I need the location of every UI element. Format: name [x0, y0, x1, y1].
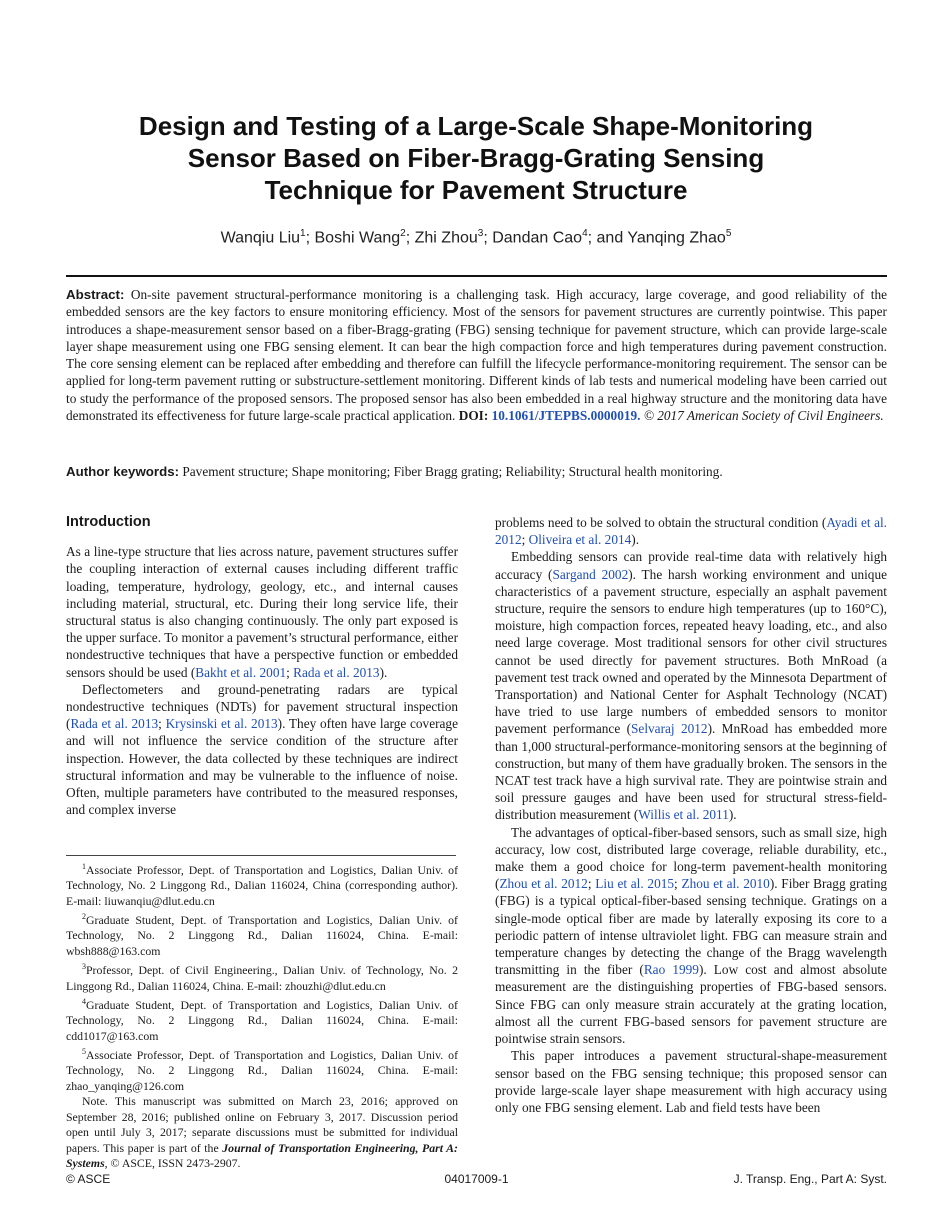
- body-text: ;: [286, 664, 294, 680]
- title-line: Sensor Based on Fiber-Bragg-Grating Sensing: [187, 143, 765, 173]
- body-paragraph: [495, 1047, 887, 1116]
- keywords-label: Author keywords:: [66, 464, 180, 479]
- citation-link[interactable]: Rada et al. 2013: [70, 716, 159, 732]
- citation-link[interactable]: Zhou et al. 2010: [681, 876, 770, 892]
- abstract: [66, 286, 887, 424]
- body-text: Embedding sensors can provide real-time data with relatively high accuracy (: [495, 549, 887, 582]
- body-paragraph: [495, 514, 887, 548]
- abstract-text: On-site pavement structural-performance monitoring is a challenging task. High accuracy, large coverage, and good reliability of the embedded sensors are the key factors to ensure monitoring efficiency. Most of the sensors for pavement structures are currently pointwise. This paper introduces a shape-measurement sensor based on a fiber-Bragg-grating (FBG) sensing technique for pavement structure, which can provide large-scale layer shape measurement using one FBG sensing element. It can bear the high compaction force and high temperatures during pavement construction. The core sensing element can be replaced after embedding and therefore can fulfill the lifecycle performance-monitoring requirement. The sensor can be applied for long-term pavement rutting or substructure-settlement monitoring. Different kinds of lab tests and numerical modeling have been carried out to study the performance of the proposed sensors. The proposed sensor has also been embedded in a real highway structure and the monitoring data have demonstrated its effectiveness for future large-scale practical application.: [66, 287, 888, 424]
- author-keywords: [66, 463, 887, 480]
- author-name: Yanqing Zhao: [627, 229, 726, 247]
- body-text: ). MnRoad has embedded more than 1,000 structural-performance-monitoring sensors at the beginning of construction, but many of them have gradually broken. The sensors in the NCAT test track have a high survival rate. They are pointwise strain and soil pressure gauges and have been used for structural stress-field-distribution measurement (: [495, 721, 887, 823]
- note-text: Note. This manuscript was submitted on March 23, 2016; approved on September 28, 2016; published online on February 3, 2017. Discussion period open until July 3, 2017; separate discussions must be submitted for individual papers. This paper is part of the: [66, 1094, 458, 1155]
- page-number: 04017009-1: [444, 1172, 509, 1186]
- doi-label: DOI:: [458, 408, 489, 424]
- footnote: [66, 909, 458, 959]
- body-paragraph: [495, 824, 887, 1048]
- footnote-text: Associate Professor, Dept. of Transportation and Logistics, Dalian Univ. of Technology, No. 2 Linggong Rd., Dalian 116024, China. E-mail: zhao_yanqing@126.com: [66, 1048, 458, 1093]
- footnote-text: Graduate Student, Dept. of Transportation and Logistics, Dalian Univ. of Technology, No. 2 Linggong Rd., Dalian 116024, China. E-mail: cdd1017@163.com: [66, 997, 458, 1043]
- author-name: Zhi Zhou: [414, 229, 478, 247]
- body-text: ;: [521, 532, 529, 548]
- citation-link[interactable]: Zhou et al. 2012: [499, 876, 588, 892]
- citation-link[interactable]: Liu et al. 2015: [595, 876, 675, 892]
- body-text: ;: [587, 876, 596, 892]
- footnote-rule: [66, 855, 456, 856]
- header-rule: [66, 275, 887, 277]
- footnote-mark: 4: [82, 997, 86, 1007]
- submission-note: [66, 1094, 458, 1171]
- footnotes: [66, 859, 458, 1171]
- citation-link[interactable]: Krysinski et al. 2013: [165, 716, 278, 732]
- abstract-label: Abstract:: [66, 287, 125, 302]
- left-column: [66, 514, 458, 818]
- citation-link[interactable]: Sargand 2002: [552, 566, 629, 582]
- doi-link[interactable]: 10.1061/JTEPBS.0000019.: [491, 408, 641, 424]
- body-text: problems need to be solved to obtain the structural condition (: [495, 515, 827, 530]
- body-text: ;: [674, 876, 682, 892]
- citation-link[interactable]: Willis et al. 2011: [638, 807, 729, 823]
- citation-link[interactable]: Oliveira et al. 2014: [528, 532, 632, 548]
- keywords-text: Pavement structure; Shape monitoring; Fiber Bragg grating; Reliability; Structural health monitoring.: [182, 464, 723, 479]
- body-text: ).: [379, 664, 388, 680]
- author-affiliation-mark: 1: [300, 228, 306, 239]
- body-text: ).: [631, 532, 640, 548]
- note-tail: , © ASCE, ISSN 2473-2907.: [104, 1155, 241, 1170]
- abstract-copyright: © 2017 American Society of Civil Engineers.: [643, 408, 884, 424]
- footnote-text: Associate Professor, Dept. of Transportation and Logistics, Dalian Univ. of Technology, No. 2 Linggong Rd., Dalian 116024, China (corresponding author). E-mail: liuwanqiu@dlut.edu.cn: [66, 862, 458, 908]
- footnote-mark: 3: [82, 962, 86, 972]
- author-name: Boshi Wang: [314, 229, 401, 247]
- section-heading-introduction: Introduction: [66, 514, 151, 530]
- footnote-text: Professor, Dept. of Civil Engineering., Dalian Univ. of Technology, No. 2 Linggong Rd., Dalian 116024, China. E-mail: zhouzhi@dlut.edu.cn: [66, 963, 458, 993]
- citation-link[interactable]: Bakht et al. 2001: [195, 664, 287, 680]
- body-paragraph: [66, 543, 458, 681]
- footnote-mark: 2: [82, 912, 86, 922]
- footnote-mark: 5: [82, 1047, 86, 1057]
- footnote-mark: 1: [82, 862, 86, 871]
- footnote: [66, 859, 458, 909]
- author-affiliation-mark: 3: [477, 228, 484, 239]
- citation-link[interactable]: Rao 1999: [643, 962, 699, 978]
- paper-title: [66, 110, 886, 206]
- author-affiliation-mark: 5: [725, 228, 732, 239]
- footnote-list: [66, 859, 458, 1094]
- author-name: Dandan Cao: [492, 229, 583, 247]
- body-text: ).: [728, 807, 737, 823]
- title-line: Design and Testing of a Large-Scale Shape-Monitoring: [138, 111, 814, 141]
- title-block: [66, 110, 886, 247]
- body-text: Deflectometers and ground-penetrating radars are typical nondestructive techniques (NDTs) for pavement structural inspection (: [66, 681, 458, 732]
- body-paragraph: [495, 548, 887, 823]
- author-list: Wanqiu Liu$^1$; Boshi Wang$^2$; Zhi Zhou$^3$; Dandan Cao$^4$; and Yanqing Zhao$^5$: [220, 228, 732, 247]
- body-text: ;: [158, 716, 166, 732]
- citation-link[interactable]: Rada et al. 2013: [293, 664, 380, 680]
- footnote: [66, 1044, 458, 1094]
- left-column-body: [66, 543, 458, 818]
- author-affiliation-mark: 2: [400, 228, 406, 239]
- body-paragraph: [66, 681, 458, 819]
- footnote: [66, 994, 458, 1044]
- journal-abbreviation: J. Transp. Eng., Part A: Syst.: [733, 1172, 887, 1186]
- citation-link[interactable]: Ayadi et al. 2012: [495, 515, 887, 548]
- title-line: Technique for Pavement Structure: [264, 175, 688, 205]
- right-column: [495, 514, 887, 1116]
- page-footer: [66, 1172, 887, 1190]
- body-text: ). They often have large coverage and will not influence the service condition of the structure after inspection. However, the data collected by these techniques are indirect structural information and may be vulnerable to the influence of noise. Often, multiple parameters have contributed to the measured responses, and complex inverse: [66, 716, 458, 818]
- body-text: The advantages of optical-fiber-based sensors, such as small size, high accuracy, low cost, distributed large coverage, reliable durability, etc., make them a good choice for long-term pavement-health monitoring (: [495, 824, 887, 892]
- footer-copyright: © ASCE: [66, 1172, 111, 1186]
- body-text: ). The harsh working environment and unique characteristics of a pavement structure, especially an asphalt pavement structure, require the sensors to endure high temperatures (up to 160°C), moisture, high compaction forces, repeated heavy loading, etc., and also need large coverage. Most traditional sensors for other civil structures cannot be used directly for pavement structures. Both MnRoad (a pavement test track owned and operated by the Minnesota Department of Transportation) and National Center for Asphalt Technology (NCAT) have tried to use large numbers of embedded sensors to monitor pavement performance (: [495, 566, 888, 737]
- right-column-body: [495, 514, 887, 1116]
- author-name: Wanqiu Liu: [220, 229, 301, 247]
- body-text: This paper introduces a pavement structural-shape-measurement sensor based on the FBG sensing technique; this proposed sensor can provide large-scale layer shape measurement with high accuracy using only one FBG sensing element. Lab and field tests have been: [495, 1048, 887, 1115]
- journal-name: Journal of Transportation Engineering, Part A: Systems: [66, 1140, 458, 1170]
- footnote-text: Graduate Student, Dept. of Transportation and Logistics, Dalian Univ. of Technology, No. 2 Linggong Rd., Dalian 116024, China. E-mail: wbsh888@163.com: [66, 913, 458, 958]
- body-text: ). Low cost and almost absolute measurement are the distinguishing properties of FBG-based sensors. Since FBG can only measure strain accurately at the grating location, almost all the current FBG-based sensors for pavement structure are pointwise strain sensors.: [495, 962, 887, 1047]
- author-affiliation-mark: 4: [582, 228, 588, 239]
- footnote: [66, 959, 458, 994]
- citation-link[interactable]: Selvaraj 2012: [631, 721, 708, 737]
- body-text: ). Fiber Bragg grating (FBG) is a typical optical-fiber-based sensing technique. Gratings on a single-mode optical fiber are made by laterally exposing its core to a periodic pattern of intense ultraviolet light. FBG can measure strain and temperature changes by detecting the change of the Bragg wavelength transmitting in the fiber (: [495, 876, 887, 978]
- body-text: As a line-type structure that lies across nature, pavement structures suffer the coupling interaction of external causes including different traffic loading, temperature, hydrology, geology, etc., and internal causes including material, structural, etc. During their long service life, their structural status is also changing continuously. The only part exposed is the upper surface. To monitor a pavement’s structural performance, either nondestructive techniques that have a perspective function or embedded sensors should be used (: [66, 544, 458, 680]
